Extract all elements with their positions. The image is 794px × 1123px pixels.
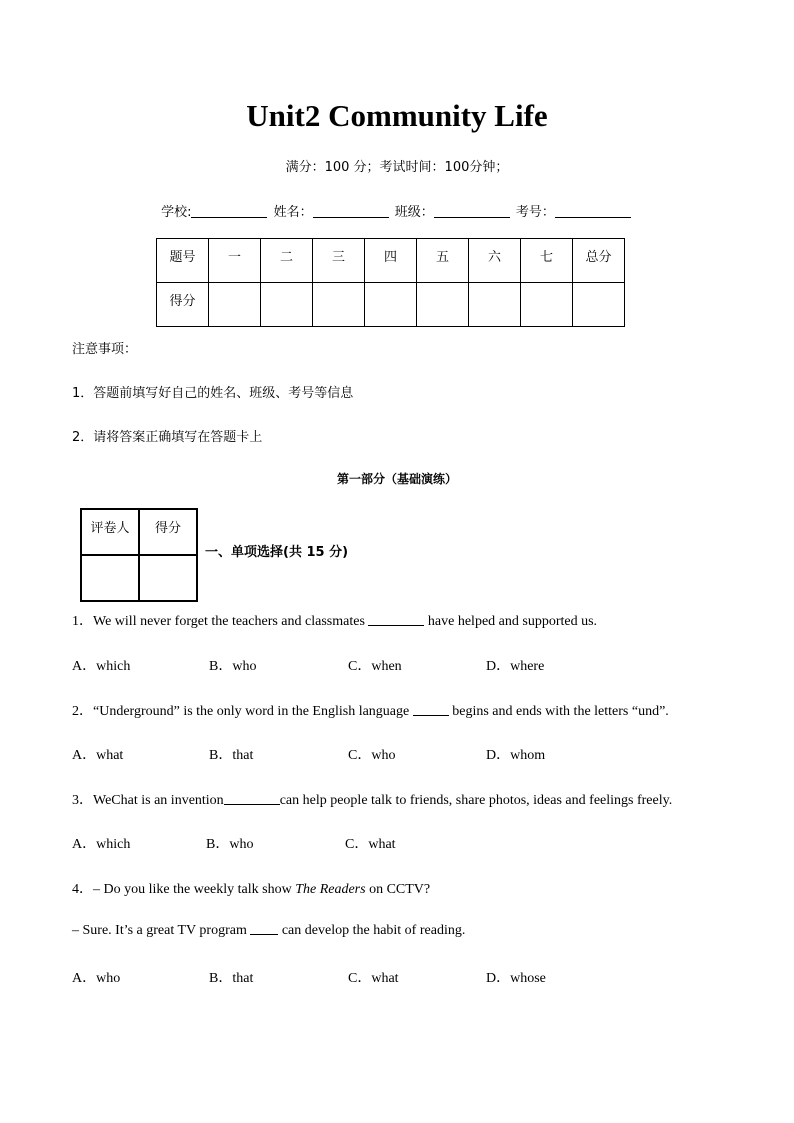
- answer-blank[interactable]: [413, 703, 449, 716]
- school-field[interactable]: [191, 204, 267, 218]
- grader-score-label: 得分: [139, 509, 197, 555]
- option-c[interactable]: C．when: [348, 659, 402, 674]
- question-stem: can help people talk to friends, share photos, ideas and feelings freely.: [279, 793, 673, 808]
- option-a[interactable]: A．what: [72, 748, 124, 763]
- score-header-cell: 二: [261, 239, 313, 283]
- question-2: [72, 700, 669, 720]
- score-header-cell: 四: [365, 239, 417, 283]
- grader-cell[interactable]: [81, 555, 139, 601]
- score-header-cell: 题号: [157, 239, 209, 283]
- grader-label: 评卷人: [81, 509, 139, 555]
- score-header-cell: 七: [521, 239, 573, 283]
- score-row-label: 得分: [157, 283, 209, 327]
- answer-blank[interactable]: [250, 922, 278, 935]
- question-stem: have helped and supported us.: [424, 614, 598, 629]
- school-label: 学校:: [161, 205, 192, 220]
- number-field[interactable]: [555, 204, 631, 218]
- student-info-line: [0, 201, 794, 220]
- score-header-cell: 一: [209, 239, 261, 283]
- score-cell[interactable]: [469, 283, 521, 327]
- option-b[interactable]: B．who: [209, 659, 257, 674]
- answer-blank[interactable]: [224, 792, 280, 805]
- notes-heading: 注意事项：: [72, 342, 138, 357]
- grader-table: [80, 508, 198, 602]
- question-stem: on CCTV?: [365, 882, 431, 897]
- name-field[interactable]: [313, 204, 389, 218]
- name-label: 姓名：: [273, 205, 313, 220]
- question-4: [72, 878, 430, 898]
- question-stem: 1．We will never forget the teachers and classmates: [72, 614, 369, 629]
- question-4-line2: [72, 922, 465, 939]
- question-3: [72, 789, 672, 809]
- score-cell[interactable]: [365, 283, 417, 327]
- question-stem: begins and ends with the letters “und”.: [448, 704, 669, 719]
- question-stem: – Sure. It’s a great TV program: [72, 923, 251, 938]
- score-header-cell: 总分: [573, 239, 625, 283]
- option-a[interactable]: A．who: [72, 971, 121, 986]
- question-stem: 4．– Do you like the weekly talk show: [72, 882, 296, 897]
- option-c[interactable]: C．what: [348, 971, 399, 986]
- question-stem: 3．WeChat is an invention: [72, 793, 224, 808]
- answer-blank[interactable]: [368, 613, 424, 626]
- score-header-cell: 五: [417, 239, 469, 283]
- section-title: 一、单项选择(共 15 分): [205, 545, 349, 560]
- score-table-header-row: [157, 239, 625, 283]
- exam-subtitle: 满分：100 分；考试时间：100分钟；: [285, 160, 509, 175]
- score-cell[interactable]: [417, 283, 469, 327]
- note-item: 1．答题前填写好自己的姓名、班级、考号等信息: [72, 386, 354, 401]
- note-item: 2．请将答案正确填写在答题卡上: [72, 430, 263, 445]
- option-d[interactable]: D．whom: [486, 748, 546, 763]
- page-title: Unit2 Community Life: [246, 98, 548, 133]
- score-table: [156, 238, 625, 327]
- question-stem: can develop the habit of reading.: [278, 923, 466, 938]
- class-label: 班级：: [394, 205, 434, 220]
- option-c[interactable]: C．what: [345, 837, 396, 852]
- score-cell[interactable]: [573, 283, 625, 327]
- score-cell[interactable]: [313, 283, 365, 327]
- score-table-score-row: [157, 283, 625, 327]
- option-b[interactable]: B．that: [209, 971, 254, 986]
- score-cell[interactable]: [261, 283, 313, 327]
- question-1: [72, 610, 597, 630]
- number-label: 考号：: [515, 205, 555, 220]
- show-title: The Readers: [295, 882, 366, 897]
- option-b[interactable]: B．that: [209, 748, 254, 763]
- score-cell[interactable]: [209, 283, 261, 327]
- grader-score-cell[interactable]: [139, 555, 197, 601]
- option-c[interactable]: C．who: [348, 748, 396, 763]
- option-d[interactable]: D．whose: [486, 971, 546, 986]
- option-a[interactable]: A．which: [72, 837, 131, 852]
- option-d[interactable]: D．where: [486, 659, 545, 674]
- score-header-cell: 六: [469, 239, 521, 283]
- part-title: 第一部分（基础演练）: [336, 472, 457, 486]
- option-b[interactable]: B．who: [206, 837, 254, 852]
- question-stem: 2．“Underground” is the only word in the English language: [72, 704, 413, 719]
- score-cell[interactable]: [521, 283, 573, 327]
- class-field[interactable]: [434, 204, 510, 218]
- score-header-cell: 三: [313, 239, 365, 283]
- option-a[interactable]: A．which: [72, 659, 131, 674]
